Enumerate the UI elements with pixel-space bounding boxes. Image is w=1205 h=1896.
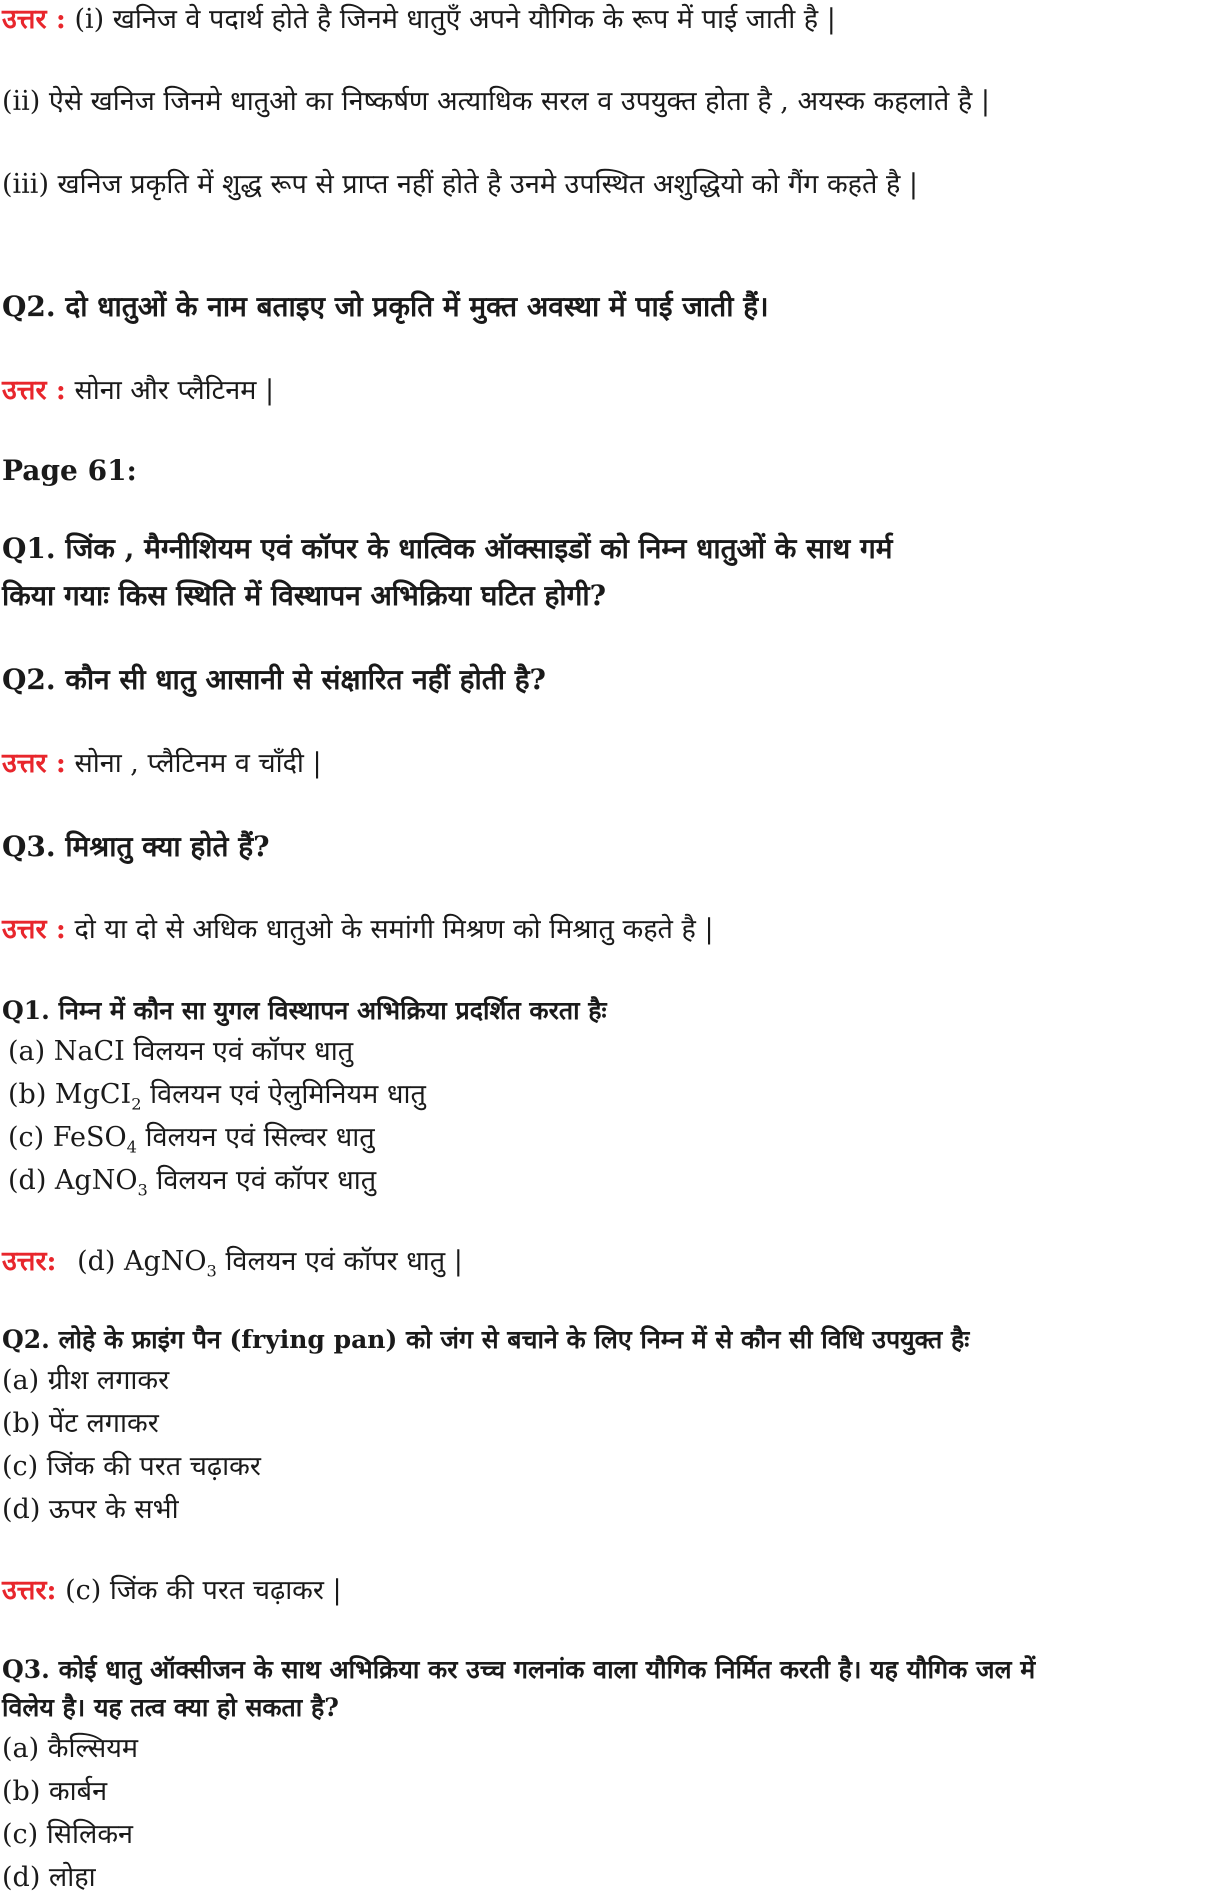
answer-line xyxy=(2,912,714,948)
option-item: (d) AgNO$_3$ विलयन एवं कॉपर धातु xyxy=(8,1165,377,1200)
answer-label: उत्तर: xyxy=(2,1575,57,1606)
answer-text: (i) खनिज वे पदार्थ होते है जिनमे धातुएँ अपने यौगिक के रूप में पाई जाती है | xyxy=(74,4,836,35)
answer-text: (iii) खनिज प्रकृति में शुद्ध रूप से प्राप्त नहीं होते है उनमे उपस्थित अशुद्धियो को गैंग कहते है | xyxy=(2,169,919,200)
answer-label: उत्तर : xyxy=(2,914,66,945)
option-item: (c) सिलिकन xyxy=(2,1819,134,1850)
answer-text: सोना और प्लैटिनम | xyxy=(74,375,275,406)
answer-label: उत्तर : xyxy=(2,748,66,779)
option-item: (c) FeSO$_4$ विलयन एवं सिल्वर धातु xyxy=(8,1122,375,1157)
question-heading: Q2. लोहे के फ्राइंग पैन (frying pan) को जंग से बचाने के लिए निम्न में से कौन सी विधि उपयुक्त हैः xyxy=(2,1325,970,1354)
answer-text: दो या दो से अधिक धातुओ के समांगी मिश्रण को मिश्रातु कहते है | xyxy=(74,914,714,945)
question-heading: Q1. निम्न में कौन सा युगल विस्थापन अभिक्रिया प्रदर्शित करता हैः xyxy=(2,996,607,1025)
option-item: (a) ग्रीश लगाकर xyxy=(2,1365,170,1396)
answer-line xyxy=(2,1244,463,1280)
answer-label: उत्तर : xyxy=(2,4,66,35)
question-heading: विलेय है। यह तत्व क्या हो सकता है? xyxy=(2,1693,339,1722)
answer-text: (ii) ऐसे खनिज जिनमे धातुओ का निष्कर्षण अत्याधिक सरल व उपयुक्त होता है , अयस्क कहलाते है | xyxy=(2,86,990,117)
answer-line xyxy=(2,746,322,782)
answer-label: उत्तर : xyxy=(2,375,66,406)
answer-line xyxy=(2,2,836,38)
option-item: (b) पेंट लगाकर xyxy=(2,1408,159,1439)
question-heading: Q2. दो धातुओं के नाम बताइए जो प्रकृति में मुक्त अवस्था में पाई जाती हैं। xyxy=(2,290,769,323)
answer-line xyxy=(2,373,274,409)
question-heading: Q3. मिश्रातु क्या होते हैं? xyxy=(2,830,270,863)
option-item: (b) कार्बन xyxy=(2,1776,108,1807)
option-item: (a) कैल्सियम xyxy=(2,1733,139,1764)
answer-label: उत्तर: xyxy=(2,1246,57,1277)
question-heading: किया गयाः किस स्थिति में विस्थापन अभिक्रिया घटित होगी? xyxy=(2,579,606,612)
option-item: (c) जिंक की परत चढ़ाकर xyxy=(2,1451,261,1482)
option-item: (d) लोहा xyxy=(2,1862,96,1893)
option-item: (b) MgCI$_2$ विलयन एवं ऐलुमिनियम धातु xyxy=(8,1079,426,1114)
question-heading: Q3. कोई धातु ऑक्सीजन के साथ अभिक्रिया कर उच्च गलनांक वाला यौगिक निर्मित करती है। यह यौगिक जल में xyxy=(2,1655,1036,1684)
question-heading: Q1. जिंक , मैग्नीशियम एवं कॉपर के धात्विक ऑक्साइडों को निम्न धातुओं के साथ गर्म xyxy=(2,532,893,565)
option-item: (d) ऊपर के सभी xyxy=(2,1494,179,1525)
page-heading: Page 61: xyxy=(2,454,137,487)
option-item: (a) NaCI विलयन एवं कॉपर धातु xyxy=(8,1036,354,1067)
answer-text: (d) AgNO$_3$ विलयन एवं कॉपर धातु | xyxy=(77,1246,463,1281)
answer-text: (c) जिंक की परत चढ़ाकर | xyxy=(65,1575,342,1606)
answer-line xyxy=(2,1573,342,1609)
answer-text: सोना , प्लैटिनम व चाँदी | xyxy=(74,748,322,779)
question-heading: Q2. कौन सी धातु आसानी से संक्षारित नहीं होती है? xyxy=(2,663,546,696)
